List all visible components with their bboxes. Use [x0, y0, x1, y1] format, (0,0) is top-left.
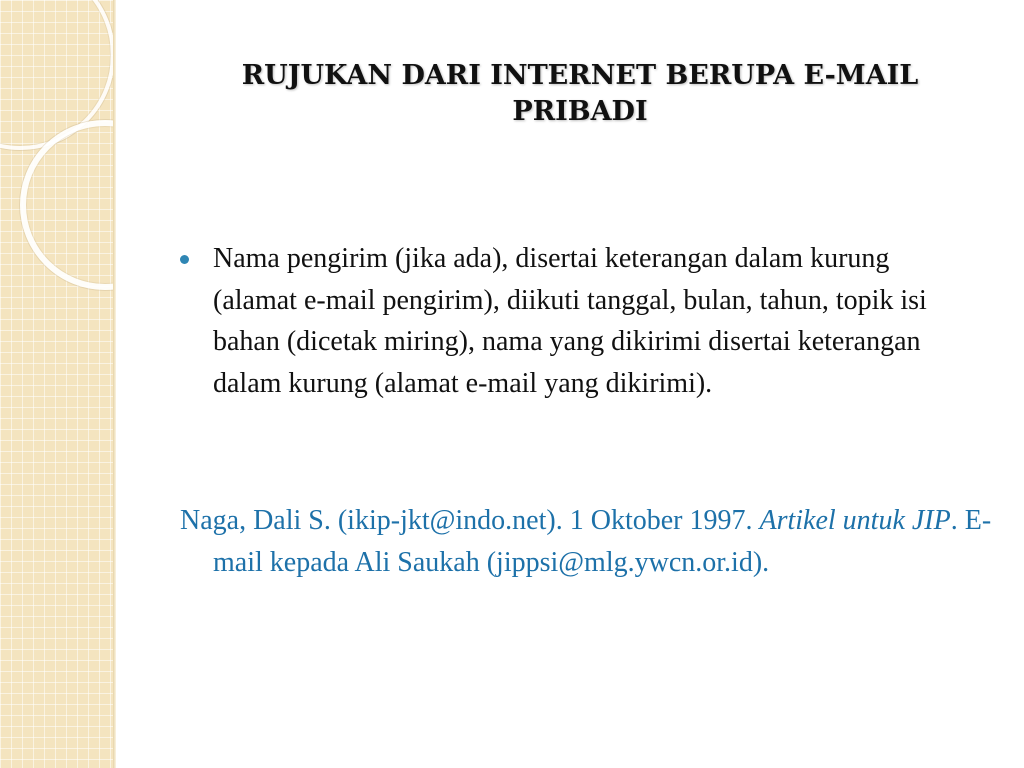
- slide-title-line1: RUJUKAN DARI INTERNET BERUPA E-MAIL: [241, 60, 919, 91]
- slide-title: [150, 58, 1010, 130]
- reference-part1: Naga, Dali S. (ikip-jkt@indo.net). 1 Oktober 1997.: [180, 505, 760, 536]
- reference-example: [180, 500, 1003, 584]
- bullet-item: [180, 238, 960, 404]
- reference-part2: . E-mail kepada Ali Saukah (jippsi@mlg.ywcn.or.id).: [213, 505, 992, 578]
- side-panel-edge: [113, 0, 116, 768]
- bullet-text: Nama pengirim (jika ada), disertai keterangan dalam kurung (alamat e-mail pengirim), diikuti tanggal, bulan, tahun, topik isi bahan (dicetak miring), nama yang dikirimi disertai keterangan dalam kurung (alamat e-mail yang dikirimi).: [213, 243, 927, 399]
- slide-title-line2: PRIBADI: [512, 96, 648, 127]
- reference-italic-title: Artikel untuk JIP: [759, 505, 951, 536]
- decorative-side-panel: [0, 0, 113, 768]
- bullet-dot-icon: [180, 255, 189, 264]
